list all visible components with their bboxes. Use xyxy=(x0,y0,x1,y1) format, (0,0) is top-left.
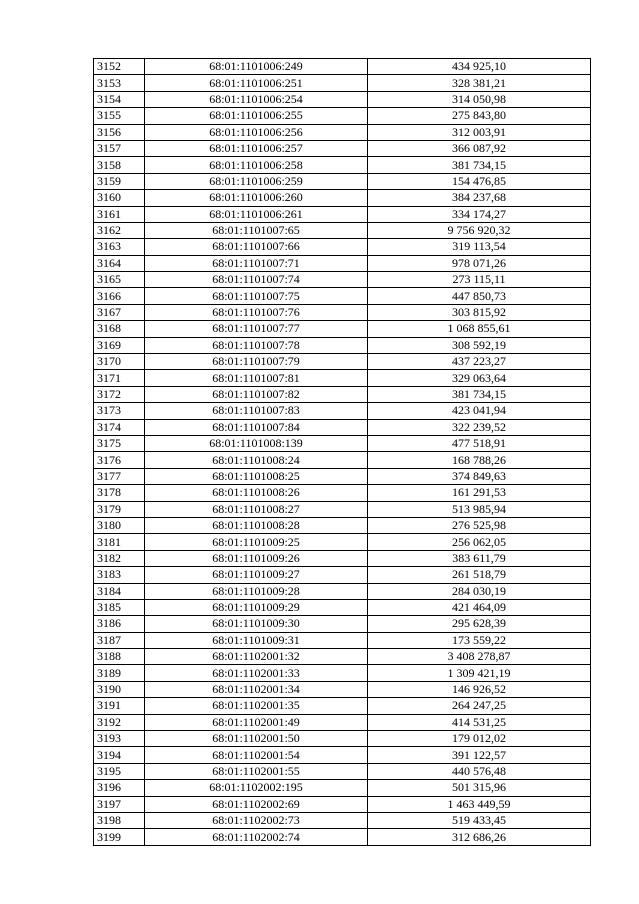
row-number: 3199 xyxy=(94,829,145,845)
table-row xyxy=(94,649,591,665)
cadastral-value: 421 464,09 xyxy=(368,599,591,615)
cadastral-number: 68:01:1101007:71 xyxy=(145,255,368,271)
table-row xyxy=(94,403,591,419)
cadastral-number: 68:01:1102001:33 xyxy=(145,665,368,681)
row-number: 3184 xyxy=(94,583,145,599)
table-row xyxy=(94,714,591,730)
table-row xyxy=(94,255,591,271)
table-row xyxy=(94,567,591,583)
row-number: 3167 xyxy=(94,304,145,320)
cadastral-number: 68:01:1102001:54 xyxy=(145,747,368,763)
row-number: 3194 xyxy=(94,747,145,763)
table-body xyxy=(94,59,591,846)
row-number: 3173 xyxy=(94,403,145,419)
table-row xyxy=(94,337,591,353)
table-row xyxy=(94,829,591,845)
table-row xyxy=(94,190,591,206)
table-row xyxy=(94,239,591,255)
table-row xyxy=(94,812,591,828)
cadastral-number: 68:01:1101007:83 xyxy=(145,403,368,419)
cadastral-value: 146 926,52 xyxy=(368,681,591,697)
cadastral-value: 303 815,92 xyxy=(368,304,591,320)
row-number: 3178 xyxy=(94,485,145,501)
cadastral-value: 322 239,52 xyxy=(368,419,591,435)
table-row xyxy=(94,616,591,632)
cadastral-number: 68:01:1101009:30 xyxy=(145,616,368,632)
cadastral-value: 264 247,25 xyxy=(368,698,591,714)
cadastral-value: 273 115,11 xyxy=(368,272,591,288)
row-number: 3157 xyxy=(94,140,145,156)
cadastral-number: 68:01:1101006:254 xyxy=(145,91,368,107)
table-row xyxy=(94,747,591,763)
table-row xyxy=(94,501,591,517)
cadastral-value: 275 843,80 xyxy=(368,108,591,124)
cadastral-value: 3 408 278,87 xyxy=(368,649,591,665)
cadastral-number: 68:01:1101008:139 xyxy=(145,435,368,451)
cadastral-value: 284 030,19 xyxy=(368,583,591,599)
row-number: 3155 xyxy=(94,108,145,124)
row-number: 3169 xyxy=(94,337,145,353)
row-number: 3152 xyxy=(94,59,145,75)
cadastral-value: 312 686,26 xyxy=(368,829,591,845)
cadastral-number: 68:01:1102001:35 xyxy=(145,698,368,714)
table-row xyxy=(94,599,591,615)
row-number: 3180 xyxy=(94,517,145,533)
cadastral-number: 68:01:1101007:82 xyxy=(145,386,368,402)
cadastral-number: 68:01:1101009:26 xyxy=(145,550,368,566)
cadastral-number: 68:01:1101009:31 xyxy=(145,632,368,648)
cadastral-number: 68:01:1101007:65 xyxy=(145,222,368,238)
cadastral-number: 68:01:1101006:251 xyxy=(145,75,368,91)
cadastral-value: 334 174,27 xyxy=(368,206,591,222)
row-number: 3160 xyxy=(94,190,145,206)
cadastral-number: 68:01:1102002:195 xyxy=(145,780,368,796)
cadastral-number: 68:01:1101008:28 xyxy=(145,517,368,533)
table-row xyxy=(94,780,591,796)
cadastral-value: 978 071,26 xyxy=(368,255,591,271)
cadastral-value: 434 925,10 xyxy=(368,59,591,75)
cadastral-number: 68:01:1101007:84 xyxy=(145,419,368,435)
cadastral-number: 68:01:1102001:50 xyxy=(145,731,368,747)
cadastral-number: 68:01:1101006:255 xyxy=(145,108,368,124)
table-row xyxy=(94,698,591,714)
table-row xyxy=(94,517,591,533)
cadastral-number: 68:01:1101008:25 xyxy=(145,468,368,484)
table-row xyxy=(94,731,591,747)
row-number: 3182 xyxy=(94,550,145,566)
table-row xyxy=(94,452,591,468)
cadastral-value: 391 122,57 xyxy=(368,747,591,763)
cadastral-number: 68:01:1102002:73 xyxy=(145,812,368,828)
row-number: 3176 xyxy=(94,452,145,468)
cadastral-number: 68:01:1101006:258 xyxy=(145,157,368,173)
row-number: 3179 xyxy=(94,501,145,517)
cadastral-number: 68:01:1101007:77 xyxy=(145,321,368,337)
cadastral-value-table xyxy=(93,58,591,846)
row-number: 3188 xyxy=(94,649,145,665)
cadastral-value: 261 518,79 xyxy=(368,567,591,583)
table-row xyxy=(94,763,591,779)
row-number: 3163 xyxy=(94,239,145,255)
cadastral-number: 68:01:1102001:32 xyxy=(145,649,368,665)
cadastral-number: 68:01:1102001:49 xyxy=(145,714,368,730)
row-number: 3161 xyxy=(94,206,145,222)
cadastral-number: 68:01:1101007:74 xyxy=(145,272,368,288)
cadastral-number: 68:01:1101008:27 xyxy=(145,501,368,517)
cadastral-value: 423 041,94 xyxy=(368,403,591,419)
cadastral-number: 68:01:1101008:26 xyxy=(145,485,368,501)
table-row xyxy=(94,222,591,238)
table-row xyxy=(94,288,591,304)
row-number: 3187 xyxy=(94,632,145,648)
cadastral-value: 437 223,27 xyxy=(368,354,591,370)
cadastral-value: 366 087,92 xyxy=(368,140,591,156)
cadastral-number: 68:01:1101007:79 xyxy=(145,354,368,370)
cadastral-value: 329 063,64 xyxy=(368,370,591,386)
table-row xyxy=(94,485,591,501)
table-row xyxy=(94,59,591,75)
row-number: 3196 xyxy=(94,780,145,796)
row-number: 3177 xyxy=(94,468,145,484)
table-row xyxy=(94,304,591,320)
row-number: 3164 xyxy=(94,255,145,271)
row-number: 3192 xyxy=(94,714,145,730)
cadastral-value: 414 531,25 xyxy=(368,714,591,730)
row-number: 3156 xyxy=(94,124,145,140)
table-row xyxy=(94,632,591,648)
table-row xyxy=(94,796,591,812)
table-row xyxy=(94,534,591,550)
row-number: 3183 xyxy=(94,567,145,583)
cadastral-number: 68:01:1101007:76 xyxy=(145,304,368,320)
row-number: 3195 xyxy=(94,763,145,779)
cadastral-value: 314 050,98 xyxy=(368,91,591,107)
row-number: 3174 xyxy=(94,419,145,435)
cadastral-value: 381 734,15 xyxy=(368,157,591,173)
cadastral-number: 68:01:1101008:24 xyxy=(145,452,368,468)
row-number: 3191 xyxy=(94,698,145,714)
cadastral-number: 68:01:1101007:75 xyxy=(145,288,368,304)
table-row xyxy=(94,173,591,189)
row-number: 3159 xyxy=(94,173,145,189)
row-number: 3189 xyxy=(94,665,145,681)
row-number: 3175 xyxy=(94,435,145,451)
cadastral-number: 68:01:1101006:256 xyxy=(145,124,368,140)
row-number: 3153 xyxy=(94,75,145,91)
cadastral-value: 519 433,45 xyxy=(368,812,591,828)
cadastral-number: 68:01:1102001:55 xyxy=(145,763,368,779)
table-row xyxy=(94,321,591,337)
cadastral-number: 68:01:1101006:261 xyxy=(145,206,368,222)
cadastral-number: 68:01:1101007:78 xyxy=(145,337,368,353)
table-row xyxy=(94,157,591,173)
cadastral-value: 328 381,21 xyxy=(368,75,591,91)
cadastral-value: 319 113,54 xyxy=(368,239,591,255)
row-number: 3185 xyxy=(94,599,145,615)
table-row xyxy=(94,435,591,451)
cadastral-number: 68:01:1101006:257 xyxy=(145,140,368,156)
cadastral-number: 68:01:1101007:81 xyxy=(145,370,368,386)
row-number: 3181 xyxy=(94,534,145,550)
row-number: 3168 xyxy=(94,321,145,337)
cadastral-number: 68:01:1101009:29 xyxy=(145,599,368,615)
table-row xyxy=(94,354,591,370)
cadastral-value: 513 985,94 xyxy=(368,501,591,517)
cadastral-value: 447 850,73 xyxy=(368,288,591,304)
table-row xyxy=(94,91,591,107)
table-row xyxy=(94,206,591,222)
cadastral-number: 68:01:1101009:27 xyxy=(145,567,368,583)
cadastral-value: 168 788,26 xyxy=(368,452,591,468)
cadastral-value: 256 062,05 xyxy=(368,534,591,550)
table-row xyxy=(94,75,591,91)
cadastral-value: 477 518,91 xyxy=(368,435,591,451)
cadastral-value: 1 309 421,19 xyxy=(368,665,591,681)
cadastral-number: 68:01:1102002:69 xyxy=(145,796,368,812)
table-row xyxy=(94,681,591,697)
table-row xyxy=(94,419,591,435)
cadastral-value: 384 237,68 xyxy=(368,190,591,206)
cadastral-value: 173 559,22 xyxy=(368,632,591,648)
cadastral-number: 68:01:1102002:74 xyxy=(145,829,368,845)
table-row xyxy=(94,665,591,681)
cadastral-value: 1 463 449,59 xyxy=(368,796,591,812)
row-number: 3166 xyxy=(94,288,145,304)
table-row xyxy=(94,272,591,288)
cadastral-number: 68:01:1101006:259 xyxy=(145,173,368,189)
cadastral-number: 68:01:1101009:25 xyxy=(145,534,368,550)
table-row xyxy=(94,468,591,484)
row-number: 3171 xyxy=(94,370,145,386)
cadastral-value: 9 756 920,32 xyxy=(368,222,591,238)
row-number: 3162 xyxy=(94,222,145,238)
cadastral-value: 308 592,19 xyxy=(368,337,591,353)
row-number: 3165 xyxy=(94,272,145,288)
row-number: 3186 xyxy=(94,616,145,632)
cadastral-number: 68:01:1101009:28 xyxy=(145,583,368,599)
row-number: 3190 xyxy=(94,681,145,697)
cadastral-number: 68:01:1101006:260 xyxy=(145,190,368,206)
table-row xyxy=(94,386,591,402)
cadastral-value: 312 003,91 xyxy=(368,124,591,140)
cadastral-value: 161 291,53 xyxy=(368,485,591,501)
cadastral-value: 501 315,96 xyxy=(368,780,591,796)
row-number: 3172 xyxy=(94,386,145,402)
table-row xyxy=(94,370,591,386)
table-row xyxy=(94,124,591,140)
cadastral-number: 68:01:1102001:34 xyxy=(145,681,368,697)
cadastral-value: 276 525,98 xyxy=(368,517,591,533)
row-number: 3154 xyxy=(94,91,145,107)
cadastral-value: 295 628,39 xyxy=(368,616,591,632)
row-number: 3197 xyxy=(94,796,145,812)
table-row xyxy=(94,108,591,124)
cadastral-value: 1 068 855,61 xyxy=(368,321,591,337)
cadastral-value: 179 012,02 xyxy=(368,731,591,747)
cadastral-number: 68:01:1101006:249 xyxy=(145,59,368,75)
cadastral-value: 154 476,85 xyxy=(368,173,591,189)
row-number: 3158 xyxy=(94,157,145,173)
row-number: 3193 xyxy=(94,731,145,747)
cadastral-value: 374 849,63 xyxy=(368,468,591,484)
row-number: 3198 xyxy=(94,812,145,828)
cadastral-value: 383 611,79 xyxy=(368,550,591,566)
cadastral-value: 440 576,48 xyxy=(368,763,591,779)
table-row xyxy=(94,550,591,566)
table-row xyxy=(94,583,591,599)
row-number: 3170 xyxy=(94,354,145,370)
table-row xyxy=(94,140,591,156)
cadastral-number: 68:01:1101007:66 xyxy=(145,239,368,255)
cadastral-value: 381 734,15 xyxy=(368,386,591,402)
